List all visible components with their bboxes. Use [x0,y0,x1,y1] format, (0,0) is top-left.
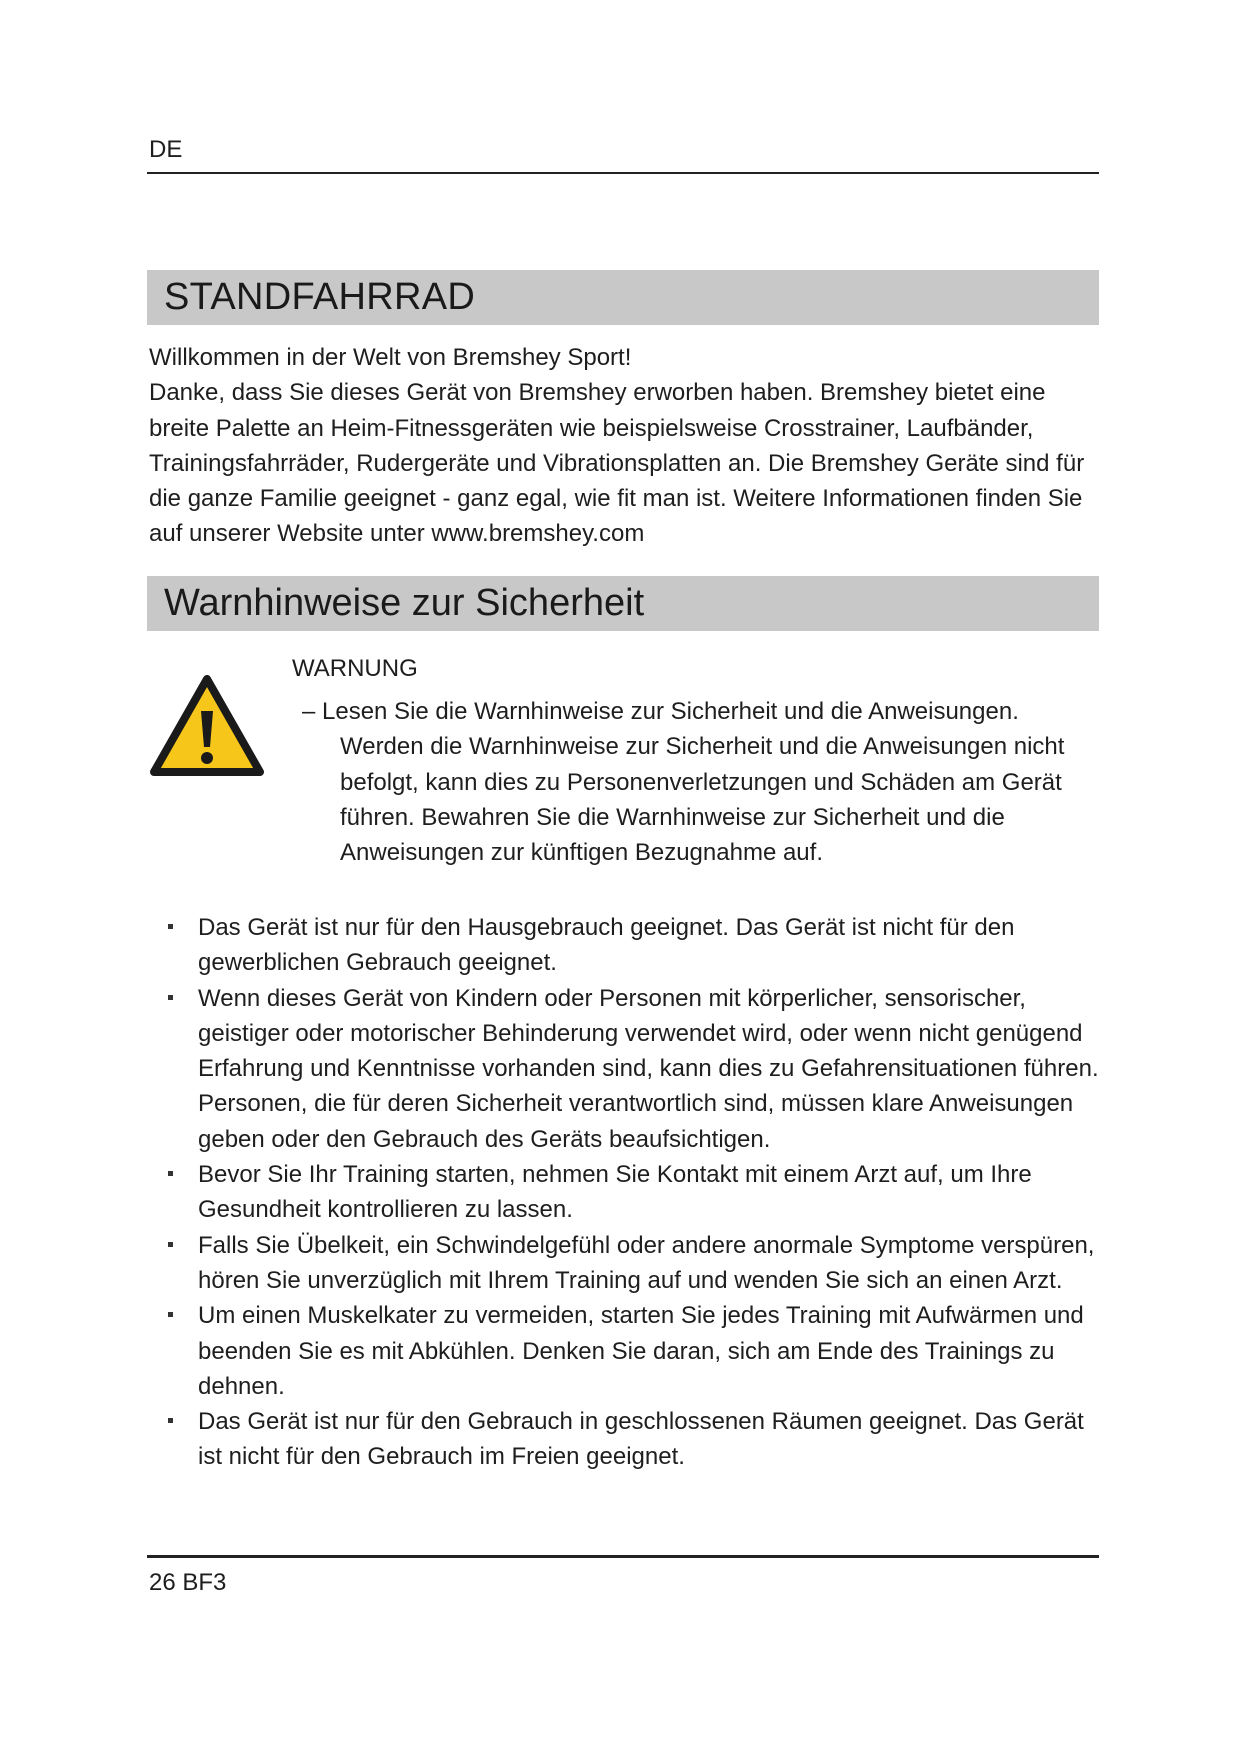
list-item: Bevor Sie Ihr Training starten, nehmen Sie Kontakt mit einem Arzt auf, um Ihre Gesundheit kontrollieren zu lassen. [150,1157,1110,1228]
list-item: Das Gerät ist nur für den Gebrauch in geschlossenen Räumen geeignet. Das Gerät ist nicht für den Gebrauch im Freien geeignet. [150,1404,1110,1475]
warning-triangle-icon [150,675,264,778]
section-heading-standfahrrad [147,270,1099,325]
warning-text: – Lesen Sie die Warnhinweise zur Sicherheit und die Anweisungen. Werden die Warnhinweise zur Sicherheit und die Anweisungen nicht befolgt, kann dies zu Personenverletzungen und Schäden am Gerät führen. Bewahren Sie die Warnhinweise zur Sicherheit und die Anweisungen zur künftigen Bezugnahme auf. [302,698,1065,867]
list-item: Das Gerät ist nur für den Hausgebrauch geeignet. Das Gerät ist nicht für den gewerblichen Gebrauch geeignet. [150,910,1110,981]
header-rule [147,172,1099,174]
page-footer: 26 BF3 [149,1569,227,1596]
language-code: DE [149,136,183,163]
section-title: Warnhinweise zur Sicherheit [164,582,645,624]
warning-body: Lesen Sie die Warnhinweise zur Sicherheit und die Anweisungen. Werden die Warnhinweise zur Sicherheit und die Anweisungen nicht befolgt, kann dies zu Personenverletzungen und Schäden am Gerät führen. Bewahren Sie die Warnhinweise zur Sicherheit und die Anweisungen zur künftigen Bezugnahme auf. [322,698,1065,867]
warning-heading: WARNUNG [292,655,418,682]
section-title: STANDFAHRRAD [164,276,476,318]
safety-list [150,910,1110,1475]
list-item: Wenn dieses Gerät von Kindern oder Personen mit körperlicher, sensorischer, geistiger oder motorischer Behinderung verwendet wird, oder wenn nicht genügend Erfahrung und Kenntnisse vorhanden sind, kann dies zu Gefahrensituationen führen. Personen, die für deren Sicherheit verantwortlich sind, müssen klare Anweisungen geben oder den Gebrauch des Geräts beaufsichtigen. [150,981,1110,1157]
list-item: Falls Sie Übelkeit, ein Schwindelgefühl oder andere anormale Symptome verspüren, hören Sie unverzüglich mit Ihrem Training auf und wenden Sie sich an einen Arzt. [150,1228,1110,1299]
footer-rule [147,1555,1099,1558]
intro-paragraph: Danke, dass Sie dieses Gerät von Bremshey erworben haben. Bremshey bietet eine breite Palette an Heim-Fitnessgeräten wie beispielsweise Crosstrainer, Laufbänder, Trainingsfahrräder, Rudergeräte und Vibrationsplatten an. Die Bremshey Geräte sind für die ganze Familie geeignet - ganz egal, wie fit man ist. Weitere Informationen finden Sie auf unserer Website unter www.bremshey.com [149,379,1085,548]
list-item: Um einen Muskelkater zu vermeiden, starten Sie jedes Training mit Aufwärmen und beenden Sie es mit Abkühlen. Denken Sie daran, sich am Ende des Trainings zu dehnen. [150,1298,1110,1404]
section-heading-safety [147,576,1099,631]
intro-text [149,340,1099,552]
welcome-line: Willkommen in der Welt von Bremshey Sport! [149,344,632,371]
